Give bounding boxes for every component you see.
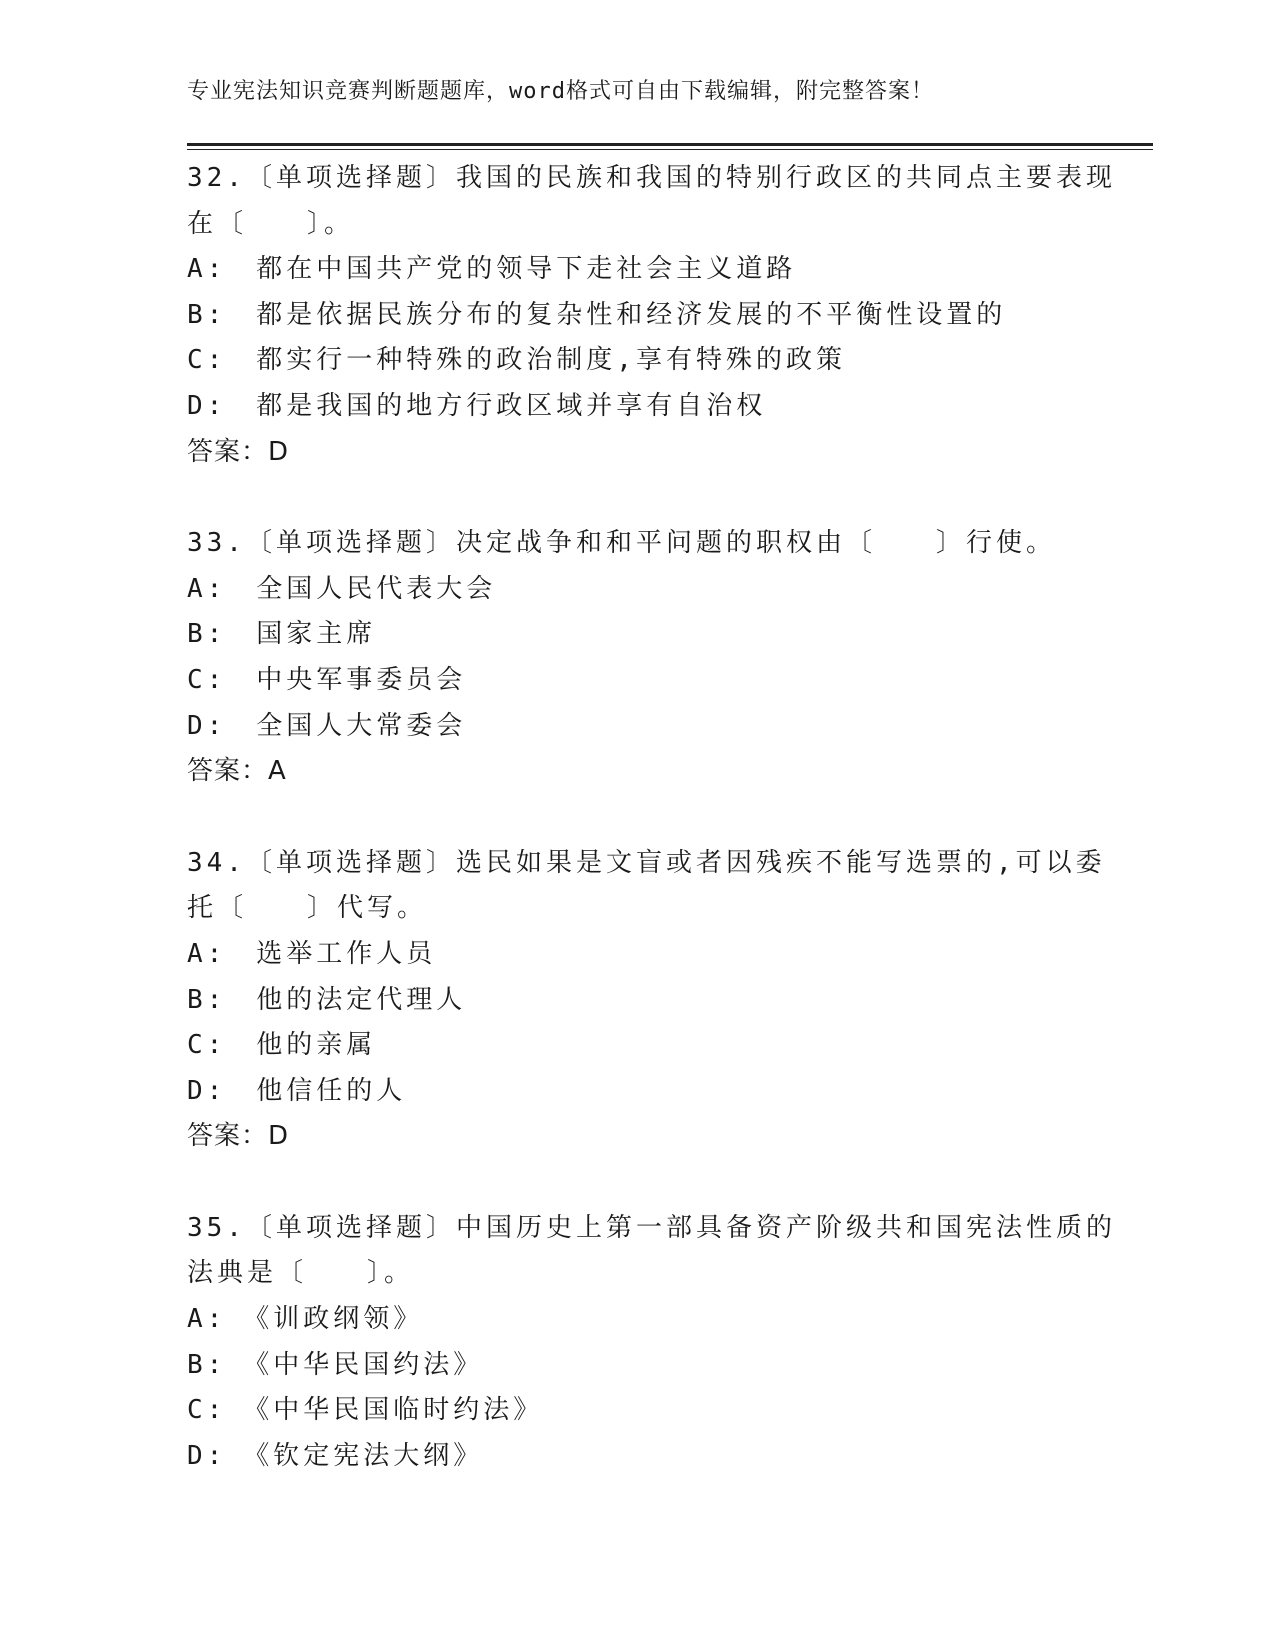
header-rule-thick (187, 143, 1153, 146)
header-rule-thin (187, 149, 1153, 150)
answer: 答案：D (187, 436, 290, 467)
question-stem: 34.〔单项选择题〕选民如果是文盲或者因残疾不能写选票的,可以委 (187, 847, 1106, 878)
question-34 (187, 841, 1106, 1160)
answer: 答案：A (187, 756, 287, 787)
question-stem: 35.〔单项选择题〕中国历史上第一部具备资产阶级共和国宪法性质的 (187, 1212, 1116, 1243)
option-d: D: 他信任的人 (187, 1075, 407, 1106)
question-stem: 33.〔单项选择题〕决定战争和和平问题的职权由〔 〕行使。 (187, 528, 1056, 559)
option-a: A: 全国人民代表大会 (187, 573, 497, 604)
option-d: D: 全国人大常委会 (187, 710, 467, 741)
question-stem: 32.〔单项选择题〕我国的民族和我国的特别行政区的共同点主要表现 (187, 163, 1116, 193)
option-a: A: 《训政纲领》 (187, 1304, 424, 1335)
option-c: C: 他的亲属 (187, 1030, 377, 1061)
option-c: C: 中央军事委员会 (187, 664, 467, 695)
question-stem-continued: 托〔 〕代写。 (187, 893, 428, 924)
option-c: C: 都实行一种特殊的政治制度,享有特殊的政策 (187, 345, 846, 376)
question-33 (187, 521, 1087, 795)
option-c: C: 《中华民国临时约法》 (187, 1395, 544, 1426)
question-stem-continued: 法典是〔 〕。 (187, 1258, 415, 1289)
page-header: 专业宪法知识竞赛判断题题库，word格式可自由下载编辑，附完整答案！ (187, 79, 934, 104)
answer: 答案：D (187, 1121, 290, 1152)
option-a: A: 选举工作人员 (187, 938, 437, 969)
option-b: B: 国家主席 (187, 619, 377, 650)
question-stem-continued: 在〔 〕。 (187, 208, 355, 239)
option-b: B: 他的法定代理人 (187, 984, 467, 1015)
option-d: D: 都是我国的地方行政区域并享有自治权 (187, 390, 767, 421)
question-32 (187, 156, 1116, 475)
option-d: D: 《钦定宪法大纲》 (187, 1440, 484, 1471)
option-b: B: 都是依据民族分布的复杂性和经济发展的不平衡性设置的 (187, 299, 1007, 330)
question-list (187, 156, 1116, 1525)
option-b: B: 《中华民国约法》 (187, 1349, 484, 1380)
option-a: A: 都在中国共产党的领导下走社会主义道路 (187, 254, 797, 285)
question-35 (187, 1206, 1116, 1480)
